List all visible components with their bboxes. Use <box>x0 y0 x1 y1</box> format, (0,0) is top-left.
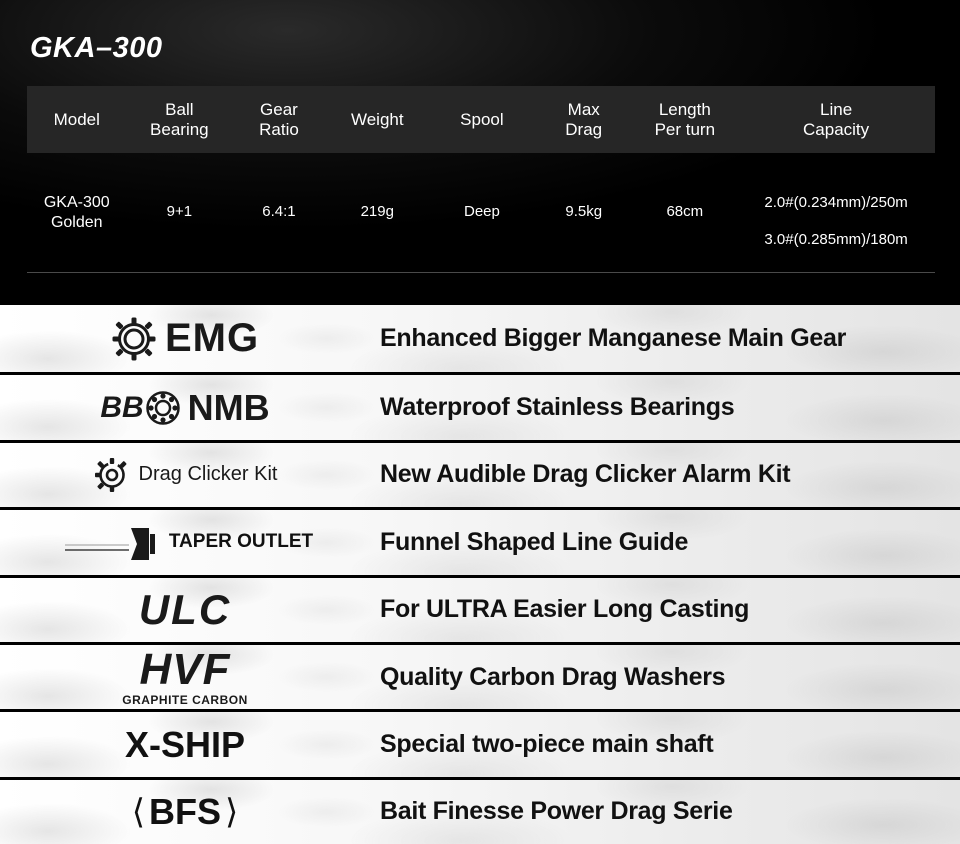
cell-gear-ratio: 6.4:1 <box>232 153 326 273</box>
cell-capacity-line1: 2.0#(0.234mm)/250m <box>764 193 908 211</box>
spec-table-body <box>27 153 935 273</box>
chevron-right-icon: ⟩ <box>225 792 239 831</box>
spec-section <box>0 0 960 305</box>
logo-taper-outlet <box>0 510 370 574</box>
logo-bfs-text: BFS <box>149 790 221 832</box>
feature-row-emg <box>0 305 960 372</box>
feature-description-taper-outlet: Funnel Shaped Line Guide <box>380 527 689 556</box>
taper-outlet-icon <box>57 520 167 564</box>
header-ball-bearing-line2: Bearing <box>150 119 209 139</box>
cell-model-line2: Golden <box>50 213 103 231</box>
header-length-line1: Length <box>658 100 711 119</box>
logo-ulc-text: ULC <box>138 585 232 633</box>
spec-table <box>27 86 935 273</box>
feature-row-nmb <box>0 372 960 439</box>
gear-icon <box>111 316 157 362</box>
logo-nmb <box>0 375 370 439</box>
header-model <box>27 86 127 153</box>
feature-list <box>0 305 960 844</box>
feature-row-ulc <box>0 575 960 642</box>
header-gear-ratio <box>232 86 326 153</box>
cell-line-capacity <box>737 153 935 273</box>
cell-capacity-line2: 3.0#(0.285mm)/180m <box>764 231 908 249</box>
feature-row-xship <box>0 709 960 776</box>
header-max-drag <box>535 86 632 153</box>
header-capacity-line1: Line <box>820 100 853 119</box>
chevron-left-icon: ⟨ <box>131 792 145 831</box>
logo-bfs <box>0 780 370 844</box>
header-line-capacity <box>737 86 935 153</box>
header-spool <box>429 86 535 153</box>
header-weight-line1: Weight <box>350 109 404 129</box>
spec-table-header-row <box>27 86 935 153</box>
cell-ball-bearing: 9+1 <box>127 153 233 273</box>
logo-emg <box>0 305 370 372</box>
feature-description-nmb: Waterproof Stainless Bearings <box>380 393 735 422</box>
header-max-drag-line2: Drag <box>565 119 603 139</box>
logo-hvf-text: HVF <box>139 645 231 695</box>
cell-spool: Deep <box>429 153 535 273</box>
cell-model-line1: GKA-300 <box>43 193 110 211</box>
header-ball-bearing-line1: Ball <box>165 100 194 119</box>
header-gear-ratio-line1: Gear <box>260 100 298 119</box>
logo-bb-mark: BB <box>100 390 144 424</box>
feature-description-bfs: Bait Finesse Power Drag Serie <box>380 797 733 826</box>
cell-max-drag: 9.5kg <box>535 153 632 273</box>
logo-drag-clicker <box>0 443 370 507</box>
logo-xship-text: X-SHIP <box>124 723 246 765</box>
feature-description-drag-clicker: New Audible Drag Clicker Alarm Kit <box>380 460 791 489</box>
feature-row-bfs <box>0 777 960 844</box>
header-gear-ratio-line2: Ratio <box>259 119 299 139</box>
header-capacity-line2: Capacity <box>803 119 870 139</box>
feature-description-xship: Special two-piece main shaft <box>380 730 714 759</box>
logo-emg-text: EMG <box>164 316 260 361</box>
feature-row-taper-outlet <box>0 507 960 574</box>
feature-description-hvf: Quality Carbon Drag Washers <box>380 662 726 691</box>
header-spool-line1: Spool <box>460 109 504 129</box>
feature-description-emg: Enhanced Bigger Manganese Main Gear <box>380 324 847 353</box>
feature-row-hvf <box>0 642 960 709</box>
cell-weight: 219g <box>326 153 429 273</box>
logo-ulc <box>0 578 370 642</box>
header-weight <box>326 86 429 153</box>
logo-nmb-text: NMB <box>187 386 270 428</box>
spec-table-head <box>27 86 935 153</box>
feature-description-ulc: For ULTRA Easier Long Casting <box>380 595 750 624</box>
page-title: GKA–300 <box>30 32 163 64</box>
header-length-per-turn <box>632 86 737 153</box>
header-model-line1: Model <box>53 109 100 129</box>
logo-hvf-subtext: GRAPHITE CARBON <box>122 693 248 708</box>
logo-hvf <box>0 645 370 709</box>
bearing-icon <box>146 391 180 425</box>
cell-length-per-turn: 68cm <box>632 153 737 273</box>
cell-model <box>27 153 127 273</box>
logo-drag-clicker-text: Drag Clicker Kit <box>138 463 278 486</box>
logo-taper-outlet-text: TAPER OUTLET <box>168 531 314 553</box>
logo-xship <box>0 712 370 776</box>
drag-clicker-icon <box>93 456 131 494</box>
header-ball-bearing <box>127 86 233 153</box>
header-max-drag-line1: Max <box>567 100 600 119</box>
feature-row-drag-clicker <box>0 440 960 507</box>
header-length-line2: Per turn <box>654 119 716 139</box>
table-row <box>27 153 935 273</box>
